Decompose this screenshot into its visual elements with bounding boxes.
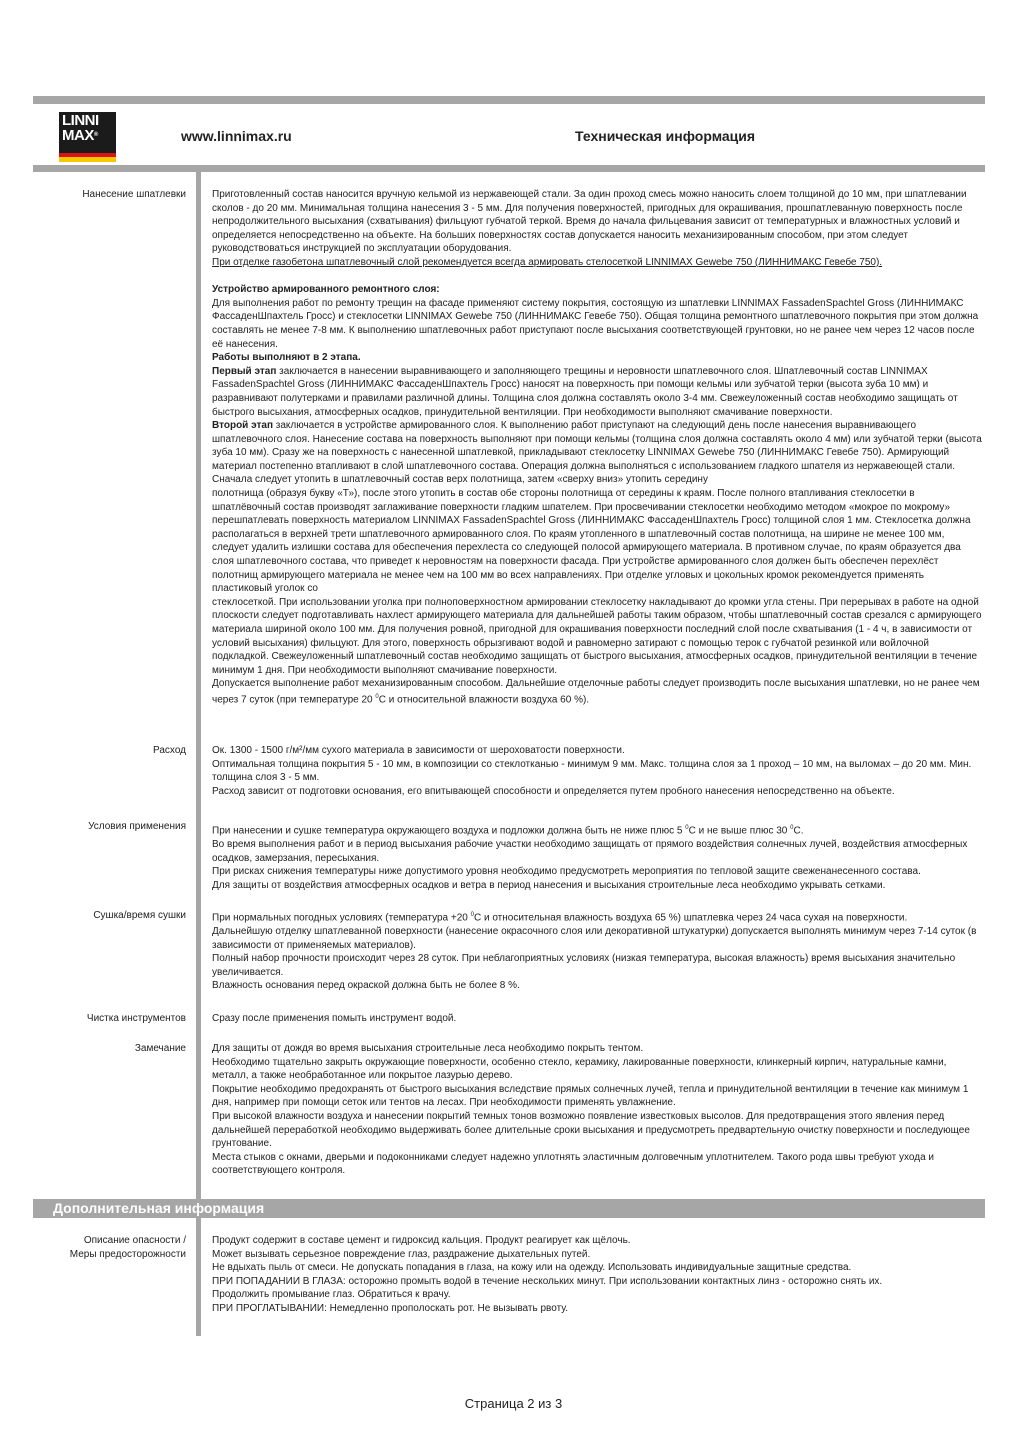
paragraph: Влажность основания перед окраской должна быть не более 8 %.	[212, 980, 520, 992]
paragraph: Расход зависит от подготовки основания, его впитывающей способности и определяется путем пробного нанесения непосредственно на объекте.	[212, 785, 895, 797]
paragraph: Для выполнения работ по ремонту трещин на фасаде применяют систему покрытия, состоящую из шпатлевки LINNIMAX FassadenSpachtel Gross (ЛИННИМАКС ФассаденШпахтель Гросс) и стеклосетки LINNIMAX Gewebe 750 (ЛИННИМАКС Гевебе 750). Общая толщина ремонтного шпатлевочного покрытия при этом должна составлять не менее 7-8 мм. К выполнению шпатлевочных работ приступают после высыхания соответствующей грунтовки, но не ранее чем через 12 часов после её нанесения.	[212, 297, 979, 350]
paragraph: При нормальных погодных условиях (температура +20 $^0$С и относительная влажность воздуха 65 %) шпатлевка через 24 часа сухая на поверхности.	[212, 912, 908, 924]
paragraph: Оптимальная толщина покрытия 5 - 10 мм, в композиции со стеклотканью - минимум 9 мм. Макс. толщина слоя за 1 проход – 10 мм, на выломах – до 20 мм. Мин. толщина слоя 3 - 5 мм.	[212, 758, 972, 784]
paragraph: Во время выполнения работ и в период высыхания рабочие участки необходимо защищать от прямого воздействия солнечных лучей, воздействия атмосферных осадков, замерзания, пересыхания.	[212, 838, 968, 864]
section-label: Описание опасности / Меры предосторожности	[69, 1235, 186, 1260]
paragraph: полотнища (образуя букву «Т»), после этого утопить в состав обе стороны полотнища от середины к краям. После полного втапливания стеклосетки в шпатлёвочный состав производят заглаживание поверхности гладким шпателем. При просвечивании стеклосетки необходимо методом «мокрое по мокрому» перешпатлевать поверхность материалом LINNIMAX FassadenSpachtel Gross (ЛИННИМАКС ФассаденШпахтель Гросс) толщиной слоя 1 мм. Стеклосетка должна располагаться в верхней трети шпатлевочного армированного слоя. По краям утопленного в шпатлевочный состав полотнища, на ширине не менее 100 мм, следует удалить излишки состава для обеспечения перехлеста со следующей полосой армирующего материала. В противном случае, по краям образуется два слоя шпатлевочного состава, что приведет к неровностям на поверхности фасада. При устройстве армированного слоя должен быть обеспечен перехлёст полотнищ армирующего материала не менее чем на 100 мм во всех направлениях. При отделке угловых и цокольных кромок рекомендуется применять пластиковый уголок со	[212, 488, 971, 595]
paragraph: Покрытие необходимо предохранять от быстрого высыхания вследствие прямых солнечных лучей, тепла и принудительной вентиляции в течение как минимум 1 дня, например при помощи сеток или тентов на лесах. При необходимости применять увлажнение.	[212, 1083, 969, 1109]
website-url: www.linnimax.ru	[181, 128, 292, 144]
stage1-paragraph: Первый этап заключается в нанесении выравнивающего и заполняющего трещины и неровности шпатлевочного слоя. Шпатлевочный состав LINNIMAX FassadenSpachtel Gross (ЛИННИМАКС ФассаденШпахтель Гросс) наносят на поверхность при помощи кельмы или зубчатой терки (высота зуба 10 мм) и разравнивают полутерками и правилами различной длины. Толщина слоя должна составлять около 3-4 мм. Свежеуложенный состав необходимо защищать от быстрого высыхания, атмосферных осадков, принудительной вентиляции. При необходимости выполняют смачивание поверхности.	[212, 365, 958, 418]
additional-info-header	[33, 1199, 985, 1218]
section-label: Расход	[153, 745, 186, 756]
paragraph: Для защиты от дождя во время высыхания строительные леса необходимо покрыть тентом.	[212, 1043, 644, 1054]
section-label: Нанесение шпатлевки	[82, 189, 186, 200]
final-paragraph: Допускается выполнение работ механизированным способом. Дальнейшие отделочные работы следует производить после высыхания шпатлевки, но не ранее чем через 7 суток (при температуре 20 $^0$С и относительной влажности воздуха 60 %).	[212, 678, 980, 706]
paragraph: При нанесении и сушке температура окружающего воздуха и подложки должна быть не ниже плюс 5 $^0$С и не выше плюс 30 $^0$С.	[212, 825, 804, 837]
section-content	[212, 909, 982, 993]
paragraph: Для защиты от воздействия атмосферных осадков и ветра в период нанесения и высыхания строительные леса необходимо укрывать сетками.	[212, 879, 886, 891]
section-label: Условия применения	[88, 821, 186, 832]
document-title: Техническая информация	[575, 128, 756, 144]
header-divider-bar	[33, 165, 985, 172]
underlined-note: При отделке газобетона шпатлевочный слой рекомендуется всегда армировать стелосеткой LINNIMAX Gewebe 750 (ЛИННИМАКС Гевебе 750).	[212, 256, 883, 268]
reinforced-heading: Устройство армированного ремонтного слоя:	[212, 284, 440, 296]
section-label: Сушка/время сушки	[93, 910, 186, 921]
additional-info-title: Дополнительная информация	[53, 1200, 265, 1216]
paragraph: При рисках снижения температуры ниже допустимого уровня необходимо предусмотреть мероприятия по тепловой защите свеженанесенного состава.	[212, 866, 921, 878]
vertical-divider	[196, 172, 201, 1336]
top-divider-bar	[33, 96, 985, 104]
paragraph: Дальнейшую отделку шпатлеванной поверхности (нанесение окрасочного слоя или декоративной штукатурки) допускается выполнять минимум через 7-14 суток (в зависимости от применяемых материалов).	[212, 925, 977, 951]
linnimax-logo: LINNI MAX®	[59, 112, 116, 162]
section-content	[212, 1012, 982, 1026]
paragraph: Необходимо тщательно закрыть окружающие поверхности, особенно стекло, керамику, лакированные поверхности, клинкерный кирпич, натуральные камни, металл, а также необработанное или покрытое лазурью дерево.	[212, 1056, 947, 1082]
paragraph: При высокой влажности воздуха и нанесении покрытий темных тонов возможно появление известковых высолов. Для предотвращения этого явления перед дальнейшей переработкой необходимо выдерживать более длительные сроки высыхания и предусмотреть предвартельную очистку поверхности и последующее грунтование.	[212, 1110, 970, 1150]
paragraph: ПРИ ПРОГЛАТЫВАНИИ: Немедленно прополоскать рот. Не вызывать рвоту.	[212, 1302, 569, 1314]
section-content	[212, 1042, 982, 1178]
stages-heading: Работы выполняют в 2 этапа.	[212, 352, 361, 364]
paragraph: Продолжить промывание глаз. Обратиться к врачу.	[212, 1289, 451, 1301]
paragraph: Может вызывать серьезное повреждение глаз, раздражение дыхательных путей.	[212, 1248, 591, 1260]
section-content	[212, 822, 982, 892]
stage2-paragraph: Второй этап заключается в устройстве армированного слоя. К выполнению работ приступают на следующий день после нанесения выравнивающего шпатлевочного слоя. Нанесение состава на поверхность выполняют при помощи кельмы (толщина слоя должна составлять около 4 мм) или зубчатой терки (высота зуба 10 мм). Сразу же на поверхность с нанесенной шпатлевкой, прикладывают стеклосетку LINNIMAX Gewebe 750 (ЛИННИМАКС Гевебе 750). Армирующий материал постепенно втапливают в слой шпатлевочного состава. Операция должна выполняться с использованием гладкого шпателя из нержавеющей стали. Сначала следует утопить в шпатлевочный состав верх полотнища, затем «сверху вниз» утопить середину	[212, 420, 982, 486]
paragraph: ПРИ ПОПАДАНИИ В ГЛАЗА: осторожно промыть водой в течение нескольких минут. При использовании контактных линз - осторожно снять их.	[212, 1275, 883, 1287]
paragraph: Продукт содержит в составе цемент и гидроксид кальция. Продукт реагирует как щёлочь.	[212, 1235, 631, 1246]
section-label: Замечание	[134, 1043, 186, 1054]
paragraph: Полный набор прочности происходит через 28 суток. При неблагоприятных условиях (низкая температура, высокая влажность) время высыхания значительно увеличивается.	[212, 953, 956, 978]
paragraph: Места стыков с окнами, дверьми и подоконниками следует надежно уплотнять эластичным долговечным уплотнителем. Такого рода швы требуют ухода и соответствующего контроля.	[212, 1151, 935, 1177]
section-content	[212, 744, 982, 798]
paragraph: Приготовленный состав наносится вручную кельмой из нержавеющей стали. За один проход смесь можно наносить слоем толщиной до 10 мм, при шпатлевании сколов - до 20 мм. Минимальная толщина нанесения 3 - 5 мм. Для получения поверхностей, пригодных для окрашивания, прошпатлеванную поверхность после непродолжительного высыхания (схватывания) фильцуют губчатой теркой. Время до начала фильцевания зависит от температурных и влажностных условий и определяется непосредственно на объекте. На больших поверхностях состав допускается наносить механизированным способом, при этом следует руководствоваться инструкцией по эксплуатации оборудования.	[212, 189, 967, 255]
section-label: Чистка инструментов	[86, 1013, 186, 1024]
paragraph: Сразу после применения помыть инструмент водой.	[212, 1013, 457, 1024]
page-number: Страница 2 из 3	[464, 1396, 563, 1411]
section-content	[212, 1234, 982, 1316]
paragraph: стеклосеткой. При использовании уголка при полноповерхностном армировании стеклосетку накладывают до кромки угла стены. При перерывах в работе на одной плоскости следует подготавливать нахлест армирующего материала для дальнейшей работы таким образом, чтобы шпатлевочный состав срезался с армирующего материала шириной около 100 мм. Для получения ровной, пригодной для окрашивания поверхности последний слой после схватывания (1 - 4 ч, в зависимости от условий высыхания) фильцуют. Для этого, поверхность обрызгивают водой и равномерно затирают с помощью терок с губчатой резинкой или войлочной подкладкой. Свежеуложенный шпатлевочный состав необходимо защищать от быстрого высыхания, атмосферных осадков, принудительной вентиляции в течение минимум 1 дня. При необходимости выполняют смачивание поверхности.	[212, 596, 982, 676]
paragraph: Не вдыхать пыль от смеси. Не допускать попадания в глаза, на кожу или на одежду. Использовать индивидуальные защитные средства.	[212, 1262, 852, 1274]
paragraph: Ок. 1300 - 1500 г/м²/мм сухого материала в зависимости от шероховатости поверхности.	[212, 745, 625, 756]
section-content	[212, 188, 982, 707]
